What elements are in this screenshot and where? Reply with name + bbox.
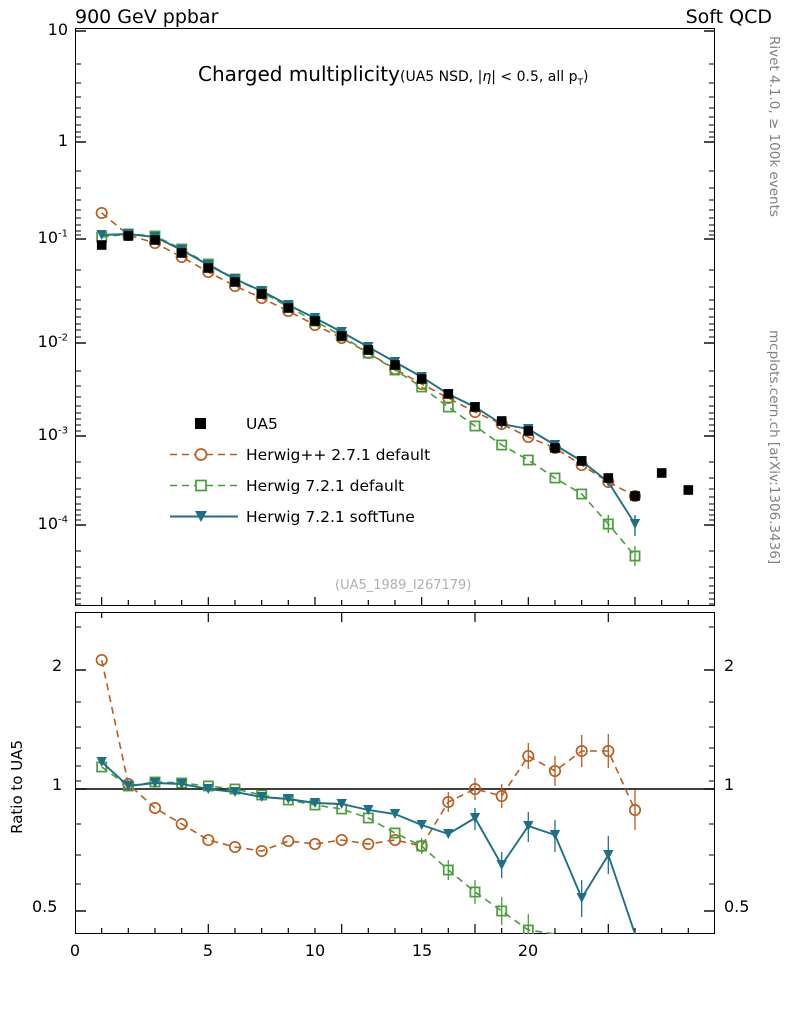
xtick-label-20: 20 bbox=[517, 941, 539, 960]
legend-label-herwigpp: Herwig++ 2.7.1 default bbox=[246, 445, 431, 464]
legend-item-herwig721-default bbox=[168, 470, 430, 501]
plot-title-sub-eta: η bbox=[482, 69, 492, 85]
legend-label-ua5: UA5 bbox=[246, 414, 278, 433]
legend-symbol-herwig721-softtune bbox=[168, 501, 242, 532]
ratio-series-herwig721-softtune bbox=[97, 757, 636, 934]
side-label-rivet: Rivet 4.1.0, ≥ 100k events bbox=[766, 36, 782, 217]
ratio-ytick-label-right-1: 1 bbox=[724, 775, 735, 794]
header-left-label: 900 GeV ppbar bbox=[75, 6, 219, 28]
legend-label-herwig721-default: Herwig 7.2.1 default bbox=[246, 476, 405, 495]
ratio-ytick-label-left-05: 0.5 bbox=[32, 897, 58, 916]
plot-title-sub-pre: (UA5 NSD, | bbox=[399, 69, 483, 85]
ratio-series-herwigpp bbox=[97, 655, 641, 856]
ytick-label-2: $10^{-1}$ bbox=[37, 228, 68, 247]
xtick-label-15: 15 bbox=[411, 941, 433, 960]
ytick-label-1: 1 bbox=[57, 131, 68, 150]
ytick-label-4: $10^{-3}$ bbox=[37, 425, 68, 444]
plot-title-sub-post: ) bbox=[582, 69, 589, 85]
plot-title-main: Charged multiplicity bbox=[198, 62, 400, 86]
legend-label-herwig721-softtune: Herwig 7.2.1 softTune bbox=[246, 507, 415, 526]
analysis-id-watermark: (UA5_1989_I267179) bbox=[335, 578, 472, 593]
legend-item-herwigpp bbox=[168, 439, 430, 470]
legend-item-ua5 bbox=[168, 408, 430, 439]
plot-title-sub-sub: T bbox=[577, 77, 583, 88]
legend bbox=[168, 408, 430, 532]
ratio-ytick-label-right-05: 0.5 bbox=[724, 897, 750, 916]
ytick-label-0: 10 bbox=[47, 20, 68, 39]
ratio-ytick-label-left-1: 1 bbox=[52, 775, 63, 794]
legend-symbol-herwig721-default bbox=[168, 470, 242, 501]
ratio-ytick-label-right-2: 2 bbox=[724, 656, 735, 675]
ytick-label-3: $10^{-2}$ bbox=[37, 332, 68, 351]
plot-title-sub-mid: | < 0.5, all p bbox=[491, 69, 578, 85]
header-right-label: Soft QCD bbox=[685, 6, 772, 28]
ratio-ytick-label-left-2: 2 bbox=[52, 656, 63, 675]
ratio-plot-canvas bbox=[75, 612, 715, 934]
xtick-label-0: 0 bbox=[69, 941, 81, 960]
xtick-label-5: 5 bbox=[202, 941, 214, 960]
legend-item-herwig721-softtune bbox=[168, 501, 430, 532]
legend-symbol-ua5 bbox=[168, 408, 242, 439]
ratio-series-herwig721-default bbox=[97, 762, 555, 934]
side-label-mcplots: mcplots.cern.ch [arXiv:1306.3436] bbox=[766, 330, 782, 565]
ratio-y-axis-title: Ratio to UA5 bbox=[8, 740, 26, 834]
xtick-label-10: 10 bbox=[304, 941, 326, 960]
legend-symbol-herwigpp bbox=[168, 439, 242, 470]
ytick-label-5: $10^{-4}$ bbox=[37, 514, 68, 533]
